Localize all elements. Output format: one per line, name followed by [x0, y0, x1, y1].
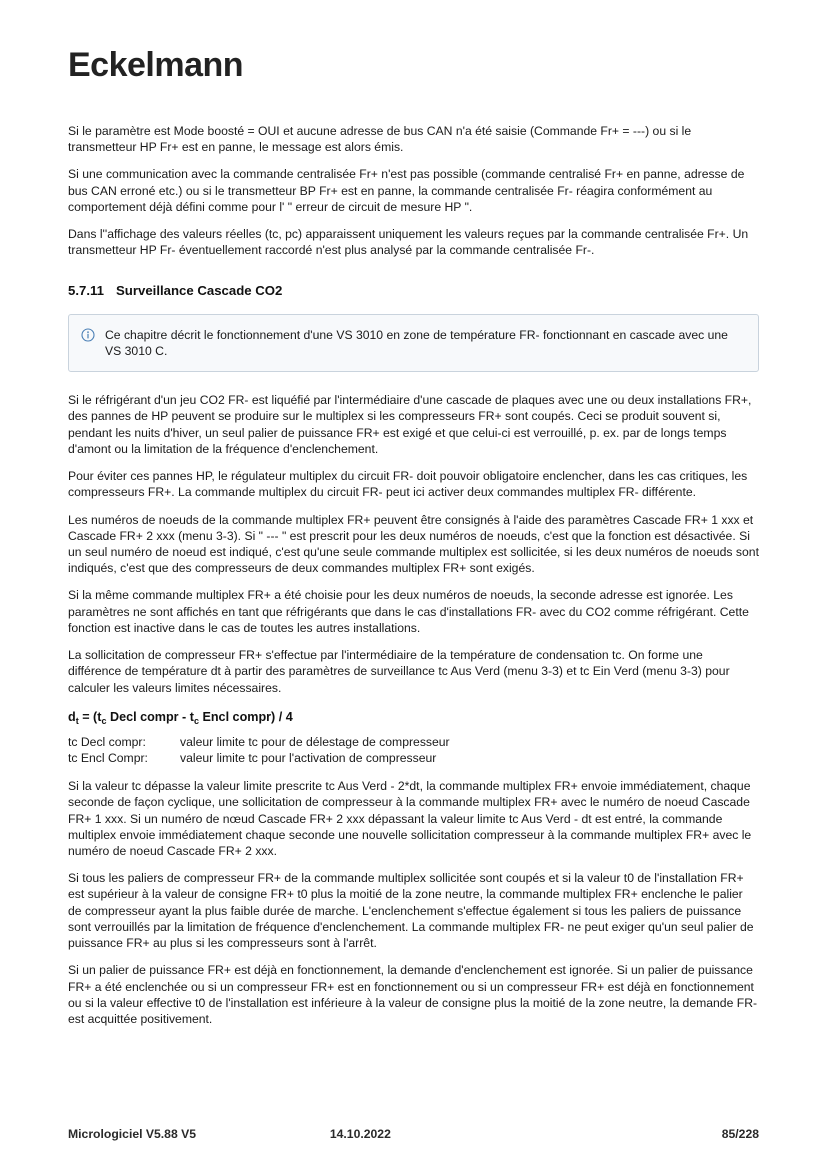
page-footer — [68, 1127, 759, 1141]
definition-row — [68, 750, 759, 766]
info-icon — [81, 328, 95, 342]
footer-page-number: 85/228 — [721, 1127, 759, 1141]
definition-description: valeur limite tc pour de délestage de compresseur — [180, 734, 450, 749]
formula: $d_t = (t_c$ Decl compr - $t_c$ Encl compr) / 4 — [68, 709, 293, 726]
definition-row — [68, 734, 759, 750]
paragraph: Si un palier de puissance FR+ est déjà en fonctionnement, la demande d'enclenchement est ignorée. Si un palier de puissance FR+ a été enclenchée ou si un compresseur FR+ est en fonctionnement ou si un compresseur FR+ est déjà en fonctionnement ou si la valeur effective t0 de l'installation est inférieure à la valeur de consigne plus la moitié de la zone neutre, la demande FR- est acquittée positivement. — [68, 963, 758, 1026]
paragraph: Si la même commande multiplex FR+ a été choisie pour les deux numéros de noeuds, la seconde adresse est ignorée. Les paramètres ne sont affichés en tant que réfrigérants que dans le cas d'installations FR- avec du CO2 comme réfrigérant. Cette fonction est inactive dans le cas de toutes les autres installations. — [68, 588, 749, 635]
paragraph: Si le réfrigérant d'un jeu CO2 FR- est liquéfié par l'intermédiaire d'une cascade de plaques avec une ou deux installations FR+, des pannes de HP peuvent se produire sur le multiplex si les compresseurs FR+ sont coupés. Ceci se produit souvent si, pendant les nuits d'hiver, un seul palier de puissance FR+ est exigé et que celui-ci est verrouillé, p. ex. par de longs temps d'amont ou la limitation de la fréquence d'enclenchement. — [68, 393, 752, 456]
company-logo: Eckelmann — [68, 46, 244, 84]
definition-term: tc Decl compr: — [68, 734, 146, 749]
section-title: Surveillance Cascade CO2 — [116, 282, 283, 298]
definition-list — [68, 734, 759, 766]
paragraph: Si une communication avec la commande centralisée Fr+ n'est pas possible (commande centralisé Fr+ en panne, adresse de bus CAN erroné etc.) ou si le transmetteur BP Fr+ est en panne, la commande centralisée Fr- réagira conformément au comportement déjà défini comme pour l' " erreur de circuit de mesure HP ". — [68, 167, 745, 214]
definition-term: tc Encl Compr: — [68, 750, 148, 765]
section-heading — [68, 283, 759, 298]
paragraph: Si le paramètre est Mode boosté = OUI et aucune adresse de bus CAN n'a été saisie (Commande Fr+ = ---) ou si le transmetteur HP Fr+ est en panne, le message est alors émis. — [68, 124, 692, 155]
document-content — [68, 123, 759, 1027]
paragraph: Dans l''affichage des valeurs réelles (tc, pc) apparaissent uniquement les valeurs reçues par la commande centralisée Fr+. Un transmetteur HP Fr- éventuellement raccordé n'est plus analysé par la commande centralisée Fr-. — [68, 227, 749, 258]
info-note-text: Ce chapitre décrit le fonctionnement d'une VS 3010 en zone de température FR- fonctionnant en cascade avec une VS 3010 C. — [105, 327, 728, 358]
footer-firmware: Micrologiciel V5.88 V5 — [68, 1127, 197, 1141]
info-note — [68, 314, 759, 373]
paragraph: Si la valeur tc dépasse la valeur limite prescrite tc Aus Verd - 2*dt, la commande multiplex FR+ envoie immédiatement, chaque seconde de façon cyclique, une sollicitation de compresseur à la commande multiplex FR+ avec le numéro de noeud Cascade FR+ 1 xxx. Si un numéro de nœud Cascade FR+ 2 xxx dépassant la valeur limite tc Aus Verd - dt est entré, la commande multiplex envoie immédiatement chaque seconde une nouvelle sollicitation compresseur à la commande multiplex FR+ avec le numéro de noeud Cascade FR+ 2 xxx. — [68, 779, 752, 859]
paragraph: Si tous les paliers de compresseur FR+ de la commande multiplex sollicitée sont coupés et si la valeur t0 de l'installation FR+ est supérieur à la valeur de consigne FR+ t0 plus la moitié de la zone neutre, la commande multiplex FR+ enclenche le palier de compresseur ayant la plus faible durée de marche. L'enclenchement s'effectue également si tous les paliers de puissance sont verrouillés par la limitation de fréquence d'enclenchement. La commande multiplex FR- ne peut exiger qu'un seul palier de puissance FR+ au plus si les compresseurs sont à l'arrêt. — [68, 871, 754, 951]
section-number: 5.7.11 — [68, 282, 104, 298]
definition-description: valeur limite tc pour l'activation de compresseur — [180, 750, 437, 765]
paragraph: La sollicitation de compresseur FR+ s'effectue par l'intermédiaire de la température de condensation tc. On forme une différence de température dt à partir des paramètres de surveillance tc Aus Verd (menu 3-3) et tc Ein Verd (menu 3-3) pour calculer les valeurs limites nécessaires. — [68, 648, 730, 695]
paragraph: Pour éviter ces pannes HP, le régulateur multiplex du circuit FR- doit pouvoir obligatoire enclencher, dans les cas critiques, les compresseurs FR+. La commande multiplex du circuit FR- peut ici activer deux commandes multiplex FR- différente. — [68, 469, 748, 500]
paragraph: Les numéros de noeuds de la commande multiplex FR+ peuvent être consignés à l'aide des paramètres Cascade FR+ 1 xxx et Cascade FR+ 2 xxx (menu 3-3). Si " --- " est prescrit pour les deux numéros de noeuds, c'est que la fonction est désactivée. Si un seul numéro de noeud est indiqué, c'est qu'une seule commande multiplex est sollicitée, si les deux numéros de noeuds sont indiqués, c'est que des compresseurs de deux commandes multiplex FR+ sont exigés. — [68, 512, 759, 576]
footer-date: 14.10.2022 — [329, 1127, 391, 1141]
